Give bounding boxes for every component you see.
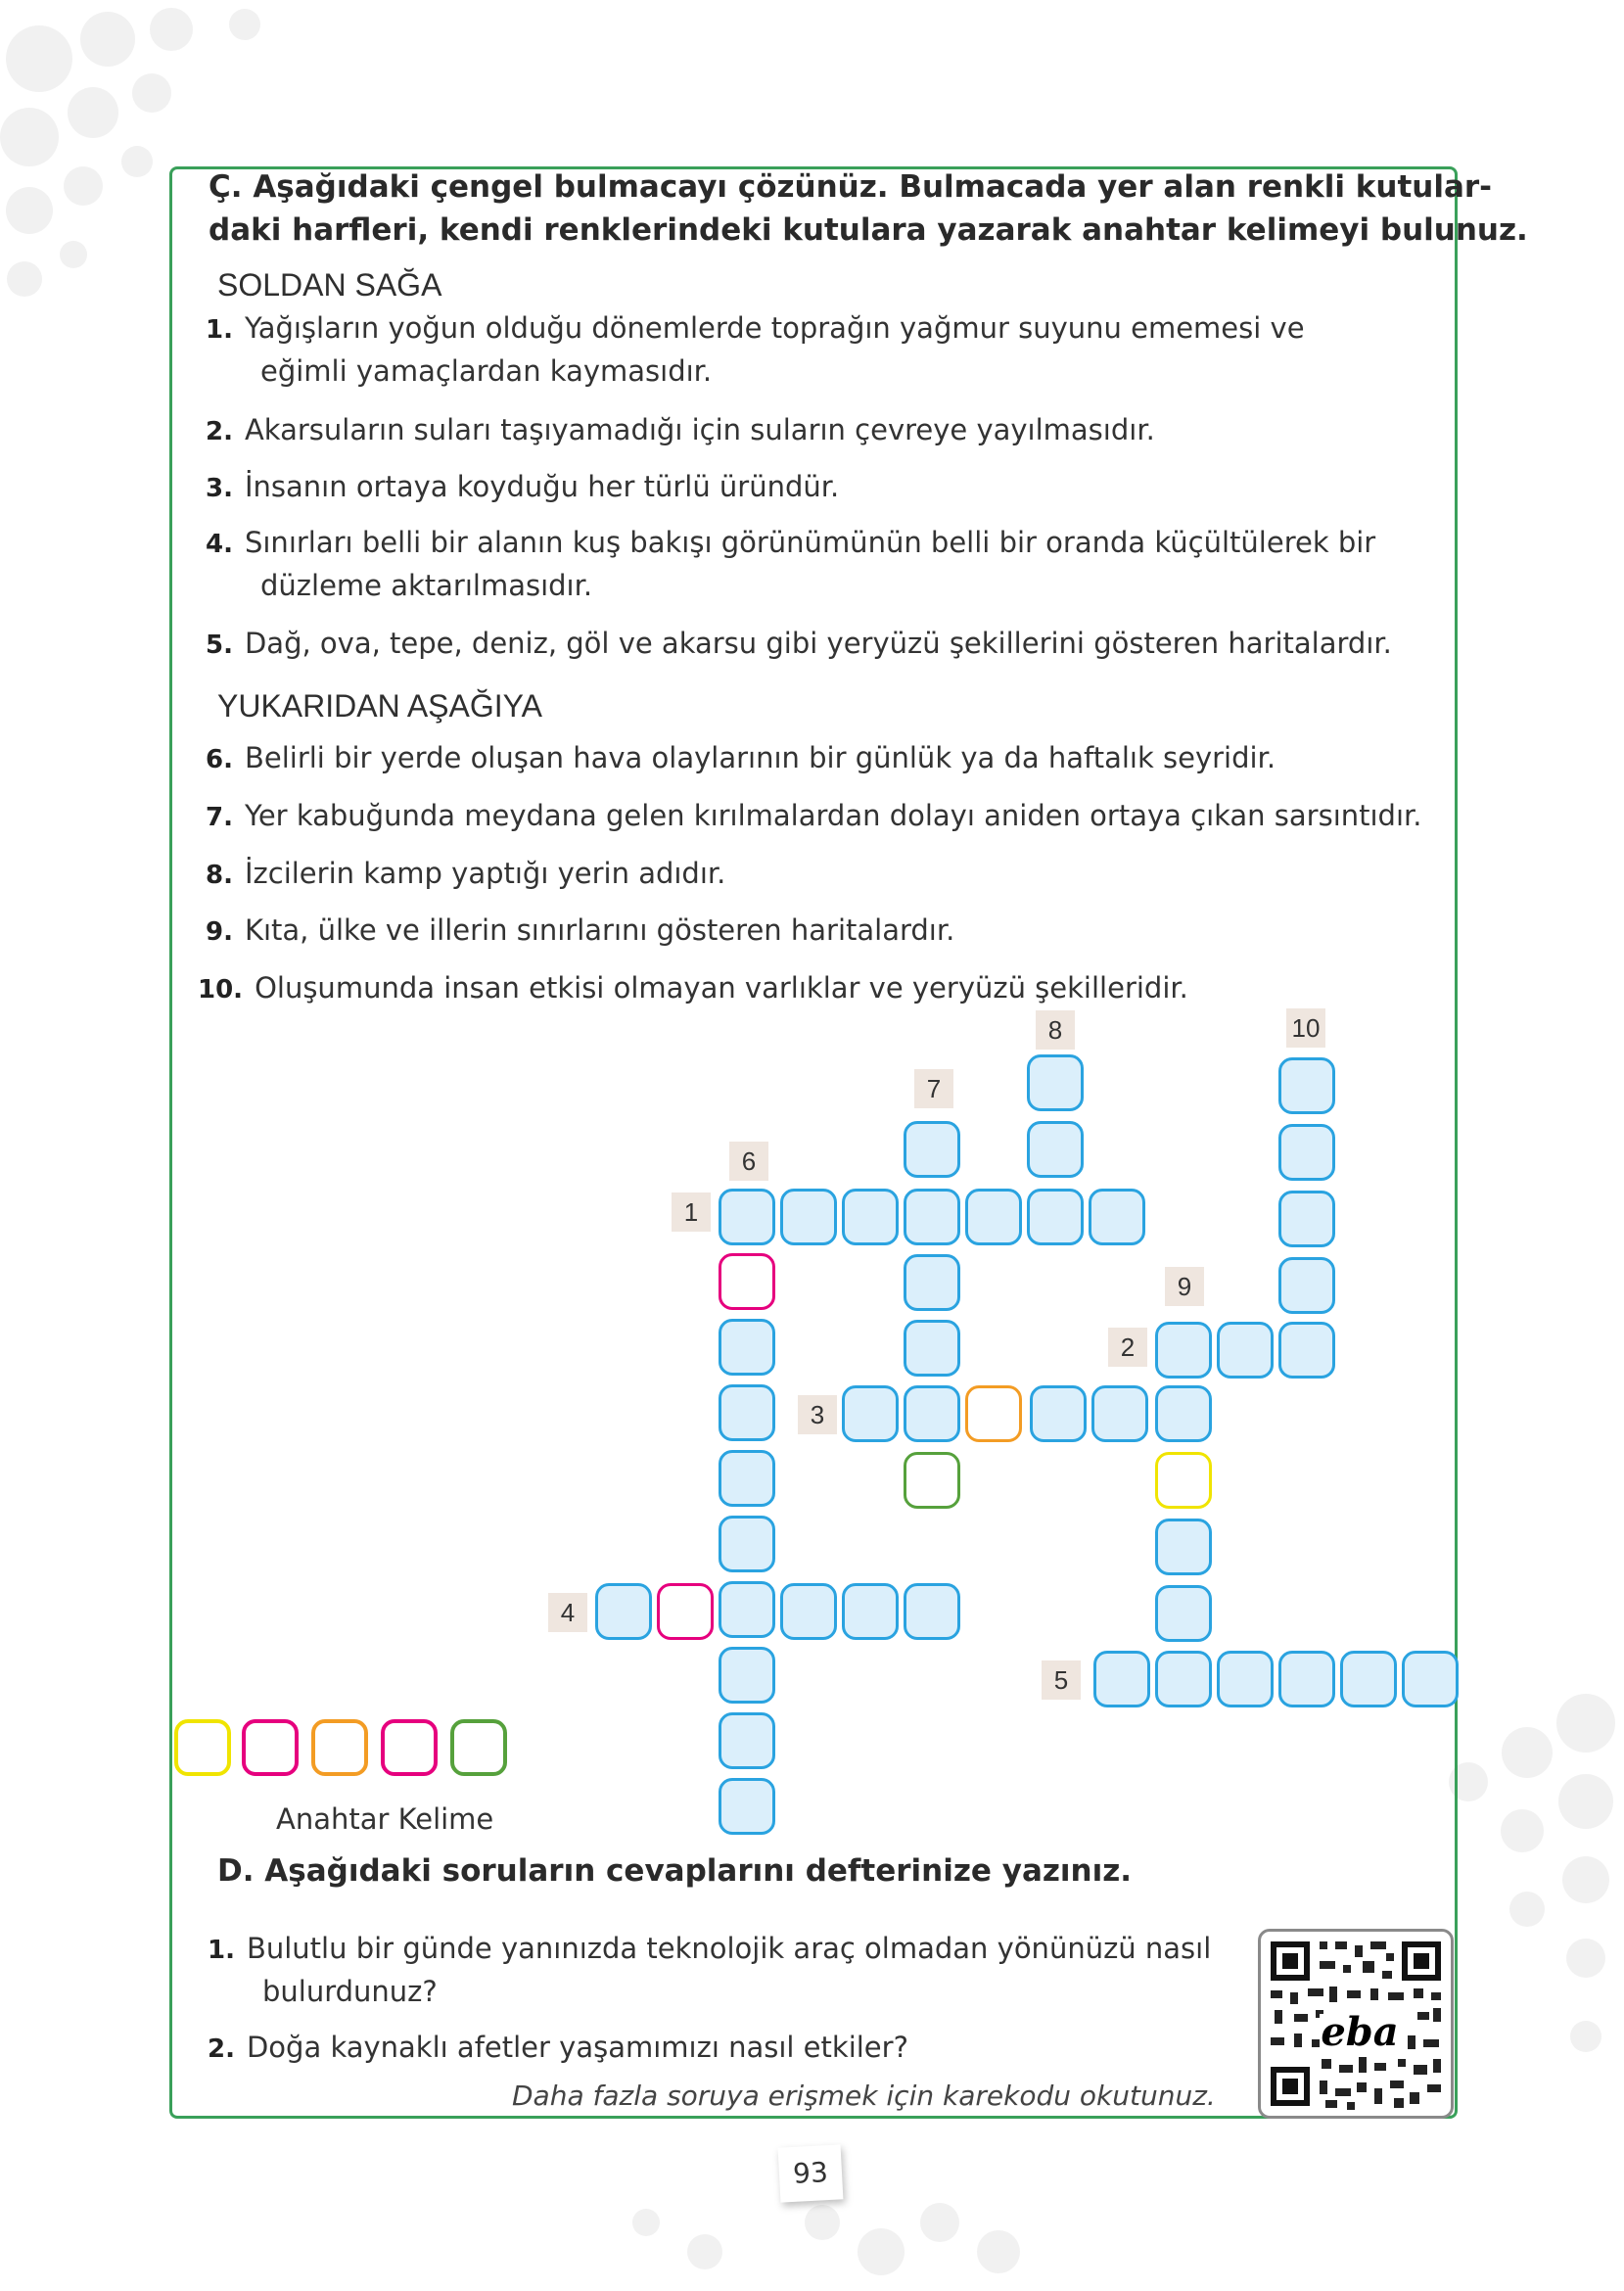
clue-number: 8. [206, 861, 233, 890]
clue-text: Belirli bir yerde oluşan hava olaylarının bir günlük ya da haftalık seyridir. [244, 741, 1276, 774]
key-word-box-1[interactable] [174, 1719, 231, 1776]
crossword-cell[interactable] [595, 1583, 652, 1640]
clue-number: 2. [206, 417, 233, 446]
crossword-cell[interactable] [904, 1189, 960, 1245]
clue-text: Dağ, ova, tepe, deniz, göl ve akarsu gibi yeryüzü şekillerini gösteren haritalardır. [244, 627, 1392, 660]
crossword-cell[interactable] [1217, 1322, 1274, 1379]
crossword-cell[interactable] [719, 1647, 775, 1704]
crossword-cell-key-orange[interactable] [965, 1385, 1022, 1442]
crossword-cell-key-pink[interactable] [657, 1583, 714, 1640]
crossword-cell[interactable] [965, 1189, 1022, 1245]
crossword-cell[interactable] [780, 1583, 837, 1640]
down-clue-6 [206, 737, 1276, 780]
crossword-cell[interactable] [1027, 1121, 1084, 1178]
crossword-cell[interactable] [1278, 1651, 1335, 1707]
crossword-cell[interactable] [1027, 1189, 1084, 1245]
crossword-cell[interactable] [719, 1581, 775, 1638]
across-clue-2 [206, 409, 1155, 452]
clue-text-continued: düzleme aktarılmasıdır. [260, 569, 593, 602]
crossword-cell[interactable] [904, 1254, 960, 1311]
section-c-title-line2: daki harfleri, kendi renklerindeki kutulara yazarak anahtar kelimeyi bulunuz. [209, 212, 1528, 248]
crossword-cell[interactable] [1402, 1651, 1459, 1707]
clue-text: Yer kabuğunda meydana gelen kırılmalardan dolayı aniden ortaya çıkan sarsıntıdır. [244, 799, 1422, 832]
crossword-cell[interactable] [1278, 1257, 1335, 1314]
clue-number: 6. [206, 745, 233, 774]
crossword-label-8: 8 [1036, 1010, 1075, 1050]
clue-number: 1. [206, 315, 233, 345]
crossword-cell[interactable] [842, 1583, 899, 1640]
qr-note: Daha fazla soruya erişmek için karekodu okutunuz. [512, 2080, 1216, 2112]
crossword-cell[interactable] [1091, 1385, 1148, 1442]
clue-text-continued: eğimli yamaçlardan kaymasıdır. [260, 354, 713, 388]
crossword-cell[interactable] [1155, 1519, 1212, 1575]
crossword-cell[interactable] [1089, 1189, 1145, 1245]
crossword-cell[interactable] [1155, 1385, 1212, 1442]
crossword-cell[interactable] [1155, 1651, 1212, 1707]
key-word-box-4[interactable] [381, 1719, 438, 1776]
question-number: 1. [208, 1936, 235, 1965]
section-d-title: D. Aşağıdaki soruların cevaplarını defterinize yazınız. [217, 1853, 1133, 1889]
crossword-label-1: 1 [672, 1192, 711, 1232]
crossword-label-4: 4 [548, 1593, 587, 1632]
crossword-cell[interactable] [1155, 1322, 1212, 1379]
down-clue-9 [206, 910, 954, 953]
crossword-label-10: 10 [1286, 1008, 1325, 1048]
down-clue-7 [206, 795, 1422, 838]
section-d-question-2 [208, 2027, 908, 2070]
crossword-cell[interactable] [719, 1778, 775, 1835]
page-number: 93 [778, 2144, 844, 2202]
crossword-cell[interactable] [719, 1189, 775, 1245]
question-text: Doğa kaynaklı afetler yaşamımızı nasıl etkiler? [246, 2031, 908, 2064]
across-heading: SOLDAN SAĞA [217, 267, 442, 303]
clue-text: Kıta, ülke ve illerin sınırlarını gösteren haritalardır. [244, 913, 955, 947]
crossword-label-5: 5 [1042, 1660, 1081, 1700]
crossword-cell[interactable] [904, 1121, 960, 1178]
down-heading: YUKARIDAN AŞAĞIYA [217, 688, 542, 724]
across-clue-1 [206, 307, 1305, 392]
clue-number: 4. [206, 530, 233, 559]
crossword-cell-key-yellow[interactable] [1155, 1452, 1212, 1509]
clue-number: 3. [206, 474, 233, 503]
crossword-cell[interactable] [780, 1189, 837, 1245]
crossword-cell[interactable] [719, 1384, 775, 1441]
crossword-cell[interactable] [719, 1516, 775, 1572]
crossword-cell[interactable] [1093, 1651, 1150, 1707]
clue-text: İnsanın ortaya koyduğu her türlü üründür. [244, 470, 840, 503]
question-text: Bulutlu bir günde yanınızda teknolojik araç olmadan yönünüzü nasıl [246, 1932, 1212, 1965]
crossword-cell[interactable] [719, 1450, 775, 1507]
qr-code-pattern [1261, 1932, 1451, 2116]
crossword-cell[interactable] [1340, 1651, 1397, 1707]
crossword-cell[interactable] [904, 1320, 960, 1377]
crossword-cell[interactable] [1155, 1585, 1212, 1642]
down-clue-8 [206, 853, 725, 896]
crossword-cell[interactable] [1278, 1191, 1335, 1247]
clue-text: Sınırları belli bir alanın kuş bakışı görünümünün belli bir oranda küçültülerek bir [244, 526, 1376, 559]
crossword-cell[interactable] [719, 1712, 775, 1769]
across-clue-3 [206, 466, 839, 509]
crossword-cell[interactable] [904, 1385, 960, 1442]
crossword-cell[interactable] [1027, 1054, 1084, 1111]
crossword-label-9: 9 [1165, 1267, 1204, 1306]
clue-number: 10. [198, 975, 244, 1005]
down-clue-10 [198, 967, 1188, 1010]
crossword-cell-key-pink[interactable] [719, 1253, 775, 1310]
crossword-label-6: 6 [729, 1142, 768, 1181]
crossword-cell[interactable] [904, 1583, 960, 1640]
clue-text: Yağışların yoğun olduğu dönemlerde toprağın yağmur suyunu ememesi ve [244, 311, 1305, 345]
clue-number: 9. [206, 917, 233, 947]
key-word-box-2[interactable] [242, 1719, 299, 1776]
section-c-title-line1: Ç. Aşağıdaki çengel bulmacayı çözünüz. Bulmacada yer alan renkli kutular- [209, 169, 1493, 205]
eba-logo: eba [1321, 2009, 1399, 2055]
question-number: 2. [208, 2034, 235, 2064]
across-clue-4 [206, 522, 1375, 606]
clue-text: Oluşumunda insan etkisi olmayan varlıklar ve yeryüzü şekilleridir. [255, 971, 1188, 1005]
across-clue-5 [206, 623, 1392, 666]
clue-text: İzcilerin kamp yaptığı yerin adıdır. [244, 857, 726, 890]
crossword-cell[interactable] [1278, 1124, 1335, 1181]
key-word-caption: Anahtar Kelime [276, 1802, 494, 1836]
clue-text: Akarsuların suları taşıyamadığı için suların çevreye yayılmasıdır. [244, 413, 1155, 446]
clue-number: 7. [206, 803, 233, 832]
crossword-label-7: 7 [914, 1069, 953, 1108]
crossword-cell[interactable] [719, 1319, 775, 1376]
clue-number: 5. [206, 631, 233, 660]
crossword-label-2: 2 [1108, 1328, 1147, 1367]
crossword-cell[interactable] [1278, 1057, 1335, 1114]
question-text-continued: bulurdunuz? [262, 1975, 438, 2008]
crossword-cell[interactable] [842, 1189, 899, 1245]
crossword-cell[interactable] [1217, 1651, 1274, 1707]
section-d-question-1 [208, 1928, 1211, 2012]
crossword-label-3: 3 [798, 1395, 837, 1434]
crossword-cell[interactable] [1030, 1385, 1087, 1442]
key-word-box-5[interactable] [450, 1719, 507, 1776]
key-word-box-3[interactable] [311, 1719, 368, 1776]
qr-code[interactable] [1258, 1929, 1454, 2119]
crossword-cell[interactable] [842, 1385, 899, 1442]
crossword-cell-key-green[interactable] [904, 1452, 960, 1509]
crossword-cell[interactable] [1278, 1322, 1335, 1379]
